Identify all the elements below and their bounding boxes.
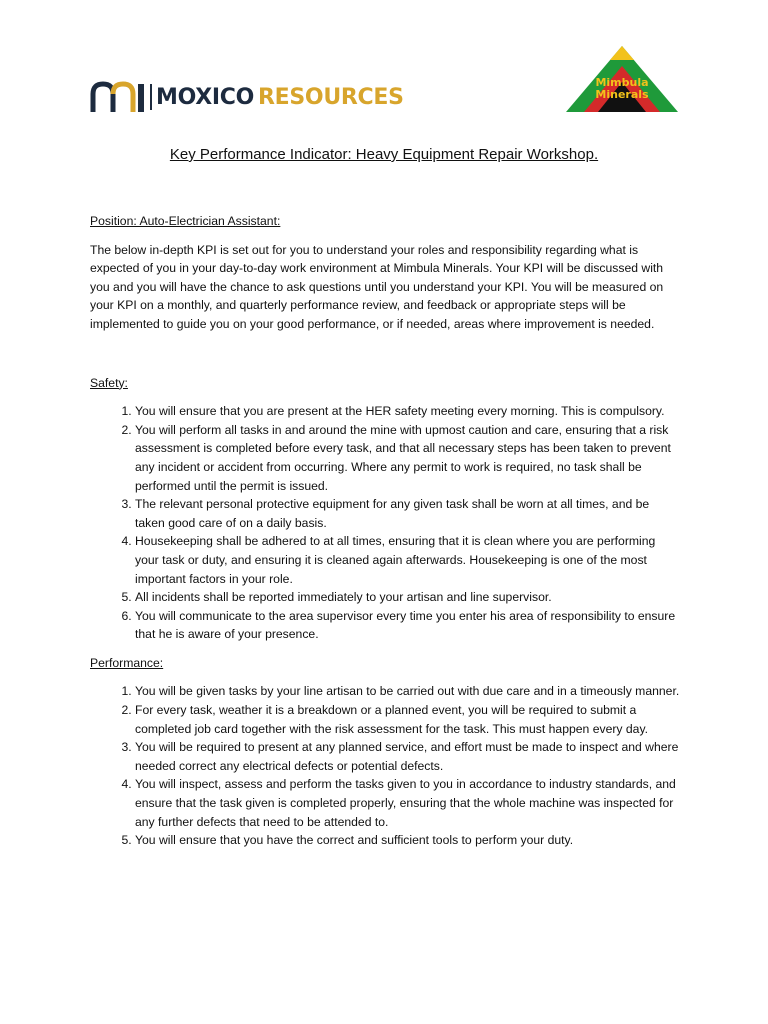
list-item: 1. You will ensure that you are present at the HER safety meeting every morning. This is compulsory.	[135, 402, 680, 421]
performance-heading: Performance:	[90, 655, 164, 670]
moxico-m-icon	[90, 80, 148, 114]
minerals-text: Minerals	[595, 88, 649, 101]
list-item: 3. The relevant personal protective equipment for any given task shall be worn at all times, and be taken good care of on a daily basis.	[135, 495, 680, 532]
list-item: 5. You will ensure that you have the correct and sufficient tools to perform your duty.	[135, 831, 680, 850]
list-item: 2. For every task, weather it is a breakdown or a planned event, you will be required to submit a completed job card together with the risk assessment for the task. This must happen every day.	[135, 701, 680, 738]
performance-list	[90, 682, 680, 849]
safety-heading: Safety:	[90, 375, 128, 390]
list-item: 2. You will perform all tasks in and around the mine with upmost caution and care, ensuring that a risk assessment is completed before every task, and that all necessary steps has been taken to prevent any incident or accident from occurring. Where any permit to work is required, no task shall be performed until the permit is issued.	[135, 421, 680, 495]
logo-separator	[150, 84, 152, 110]
list-item: 6. You will communicate to the area supervisor every time you enter his area of responsibility to ensure that he is aware of your presence.	[135, 607, 680, 644]
logo-word-moxico: MOXICO	[156, 84, 255, 110]
document-body	[90, 212, 680, 850]
list-item: 5. All incidents shall be reported immediately to your artisan and line supervisor.	[135, 588, 680, 607]
list-item: 1. You will be given tasks by your line artisan to be carried out with due care and in a timeously manner.	[135, 682, 680, 701]
document-title: Key Performance Indicator: Heavy Equipment Repair Workshop.	[169, 146, 599, 163]
list-item: 3. You will be required to present at any planned service, and effort must be made to inspect and where needed correct any electrical defects or potential defects.	[135, 738, 680, 775]
position-heading: Position: Auto-Electrician Assistant:	[90, 214, 281, 228]
intro-paragraph: The below in-depth KPI is set out for you to understand your roles and responsibility regarding what is expected of you in your day-to-day work environment at Mimbula Minerals. Your KPI will be discussed with you and you will have the chance to ask questions until you understand your KPI. You will be measured on your KPI on a monthly, and quarterly performance review, and feedback or appropriate steps will be implemented to guide you on your good performance, or if needed, areas where improvement is needed.	[90, 242, 664, 331]
mimbula-minerals-logo	[564, 44, 680, 114]
document-header	[90, 44, 680, 116]
list-item: 4. You will inspect, assess and perform the tasks given to you in accordance to industry standards, and ensure that the task given is completed properly, ensuring that the whole machine was inspected for any further defects that need to be attended to.	[135, 775, 680, 831]
mimbula-text: Mimbula	[595, 76, 649, 89]
logo-word-resources: RESOURCES	[258, 84, 404, 110]
safety-list	[90, 402, 680, 644]
list-item: 4. Housekeeping shall be adhered to at all times, ensuring that it is clean where you are performing your task or duty, and ensuring it is cleaned again afterwards. Housekeeping is one of the most important factors in your role.	[135, 532, 680, 588]
moxico-resources-logo	[90, 80, 404, 114]
